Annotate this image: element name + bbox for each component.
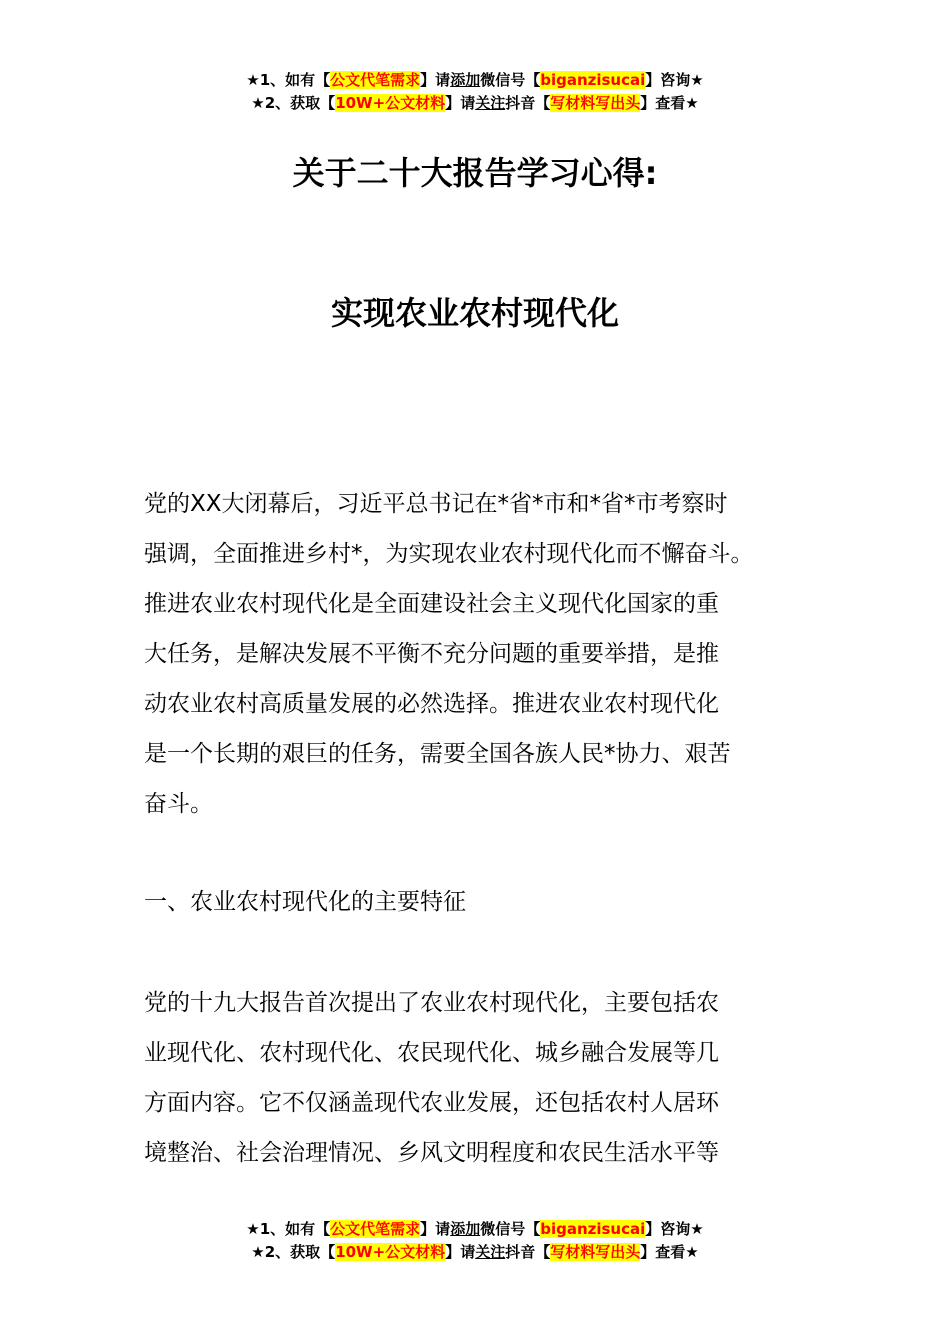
text-line: 境整治、社会治理情况、乡风文明程度和农民生活水平等	[144, 1140, 719, 1166]
banner-text: 微信号【	[480, 71, 541, 89]
banner-text: 】查看★	[640, 1243, 699, 1261]
highlight-materials: 10W+公文材料	[335, 1243, 446, 1261]
highlight-douyin-name: 写材料写出头	[550, 94, 641, 112]
text-line: 方面内容。它不仅涵盖现代农业发展，还包括农村人居环	[144, 1090, 719, 1116]
banner-text: ★2、获取【	[251, 94, 336, 112]
highlight-wechat-id: biganzisucai	[540, 71, 646, 89]
text-line: 推进农业农村现代化是全面建设社会主义现代化国家的重	[144, 591, 719, 617]
banner-text: ★2、获取【	[251, 1243, 336, 1261]
document-title: 关于二十大报告学习心得:	[292, 154, 658, 192]
paragraph-features	[144, 978, 834, 1178]
banner-text: 微信号【	[480, 1220, 541, 1238]
banner-line-2	[0, 92, 950, 115]
text-line: 强调，全面推进乡村*，为实现农业农村现代化而不懈奋斗。	[144, 541, 754, 567]
banner-text: 】请	[445, 94, 476, 112]
banner-text: 】请	[420, 1220, 451, 1238]
underlined-text: 添加	[450, 71, 481, 89]
paragraph-intro	[144, 479, 834, 829]
text-line: 大任务，是解决发展不平衡不充分问题的重要举措，是推	[144, 641, 719, 667]
banner-text: 】咨询★	[645, 1220, 704, 1238]
banner-text: 抖音【	[505, 1243, 551, 1261]
banner-text: 】咨询★	[645, 71, 704, 89]
document-subtitle: 实现农业农村现代化	[330, 294, 619, 332]
banner-line-1	[0, 1218, 950, 1241]
banner-line-1	[0, 69, 950, 92]
section-heading-text: 一、农业农村现代化的主要特征	[144, 889, 466, 915]
highlight-wechat-id: biganzisucai	[540, 1220, 646, 1238]
text-line: 是一个长期的艰巨的任务，需要全国各族人民*协力、艰苦	[144, 741, 731, 767]
highlight-service: 公文代笔需求	[330, 1220, 421, 1238]
banner-line-2	[0, 1241, 950, 1264]
text-line: 业现代化、农村现代化、农民现代化、城乡融合发展等几	[144, 1040, 719, 1066]
text-line: 党的十九大报告首次提出了农业农村现代化，主要包括农	[144, 990, 719, 1016]
highlight-materials: 10W+公文材料	[335, 94, 446, 112]
text-line: 动农业农村高质量发展的必然选择。推进农业农村现代化	[144, 691, 719, 717]
banner-text: 抖音【	[505, 94, 551, 112]
top-banner	[0, 69, 950, 115]
underlined-text: 关注	[475, 94, 506, 112]
highlight-service: 公文代笔需求	[330, 71, 421, 89]
banner-text: ★1、如有【	[246, 1220, 331, 1238]
banner-text: 】查看★	[640, 94, 699, 112]
highlight-douyin-name: 写材料写出头	[550, 1243, 641, 1261]
banner-text: ★1、如有【	[246, 71, 331, 89]
text-line: 奋斗。	[144, 791, 213, 817]
banner-text: 】请	[445, 1243, 476, 1261]
underlined-text: 关注	[475, 1243, 506, 1261]
bottom-banner	[0, 1218, 950, 1264]
underlined-text: 添加	[450, 1220, 481, 1238]
text-line: 党的XX大闭幕后，习近平总书记在*省*市和*省*市考察时	[144, 491, 728, 517]
banner-text: 】请	[420, 71, 451, 89]
section-heading	[144, 877, 834, 927]
